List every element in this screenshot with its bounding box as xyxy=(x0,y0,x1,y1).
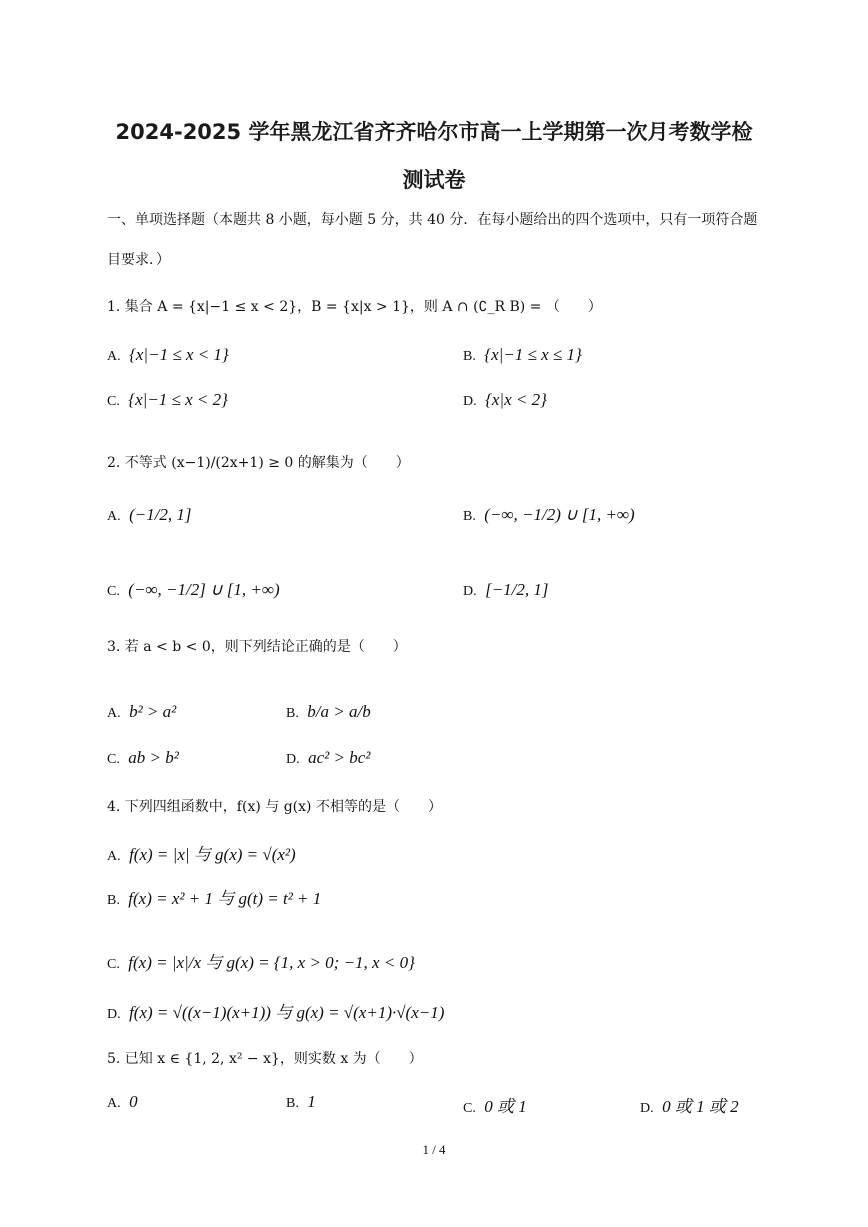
option-text: f(x) = |x|/x 与 g(x) = {1, x > 0; −1, x < 0} xyxy=(128,953,415,972)
option-label: A. xyxy=(107,349,121,364)
question-4-option-a xyxy=(107,840,296,865)
question-5-option-a xyxy=(107,1092,138,1112)
option-label: C. xyxy=(107,752,120,767)
option-label: C. xyxy=(463,1101,476,1116)
question-5-option-b xyxy=(286,1092,316,1112)
option-text: 0 或 1 xyxy=(484,1097,527,1116)
option-text: ac² > bc² xyxy=(308,748,371,767)
option-text: f(x) = |x| 与 g(x) = √(x²) xyxy=(129,845,296,864)
question-3-stem: 3. 若 a < b < 0，则下列结论正确的是（ ） xyxy=(107,639,407,655)
document-title-line2: 测试卷 xyxy=(402,168,466,192)
option-label: C. xyxy=(107,394,120,409)
option-label: D. xyxy=(640,1101,654,1116)
document-title-line1: 2024-2025 学年黑龙江省齐齐哈尔市高一上学期第一次月考数学检 xyxy=(115,120,753,144)
option-label: B. xyxy=(286,706,299,721)
question-4-option-c xyxy=(107,948,415,973)
question-1-option-c xyxy=(107,390,228,410)
option-label: B. xyxy=(463,349,476,364)
option-label: D. xyxy=(463,584,477,599)
option-text: {x|−1 ≤ x < 1} xyxy=(129,345,229,364)
question-1-option-a xyxy=(107,345,229,365)
option-label: B. xyxy=(286,1096,299,1111)
option-label: D. xyxy=(107,1007,121,1022)
question-2-stem: 2. 不等式 (x−1)/(2x+1) ≥ 0 的解集为（ ） xyxy=(107,455,410,471)
option-label: A. xyxy=(107,706,121,721)
question-1-option-d xyxy=(463,390,547,410)
option-text: {x|−1 ≤ x ≤ 1} xyxy=(484,345,582,364)
option-label: C. xyxy=(107,957,120,972)
question-5-stem: 5. 已知 x ∈ {1, 2, x² − x}，则实数 x 为（ ） xyxy=(107,1051,423,1067)
option-label: B. xyxy=(107,893,120,908)
question-5-option-d xyxy=(640,1092,739,1117)
option-text: {x|x < 2} xyxy=(485,390,547,409)
question-1-stem: 1. 集合 A = {x|−1 ≤ x < 2}，B = {x|x > 1}，则 A ∩ (∁_R B) = （ ） xyxy=(107,299,602,315)
option-label: D. xyxy=(286,752,300,767)
option-text: (−∞, −1/2] ∪ [1, +∞) xyxy=(128,580,280,599)
question-2-option-c xyxy=(107,580,280,600)
question-3-option-c xyxy=(107,748,179,768)
option-label: A. xyxy=(107,509,121,524)
option-label: B. xyxy=(463,509,476,524)
option-label: A. xyxy=(107,1096,121,1111)
option-text: [−1/2, 1] xyxy=(485,580,549,599)
option-text: f(x) = √((x−1)(x+1)) 与 g(x) = √(x+1)·√(x−1) xyxy=(129,1003,445,1022)
option-text: b/a > a/b xyxy=(307,702,371,721)
option-text: 0 或 1 或 2 xyxy=(662,1097,739,1116)
option-label: A. xyxy=(107,849,121,864)
option-text: f(x) = x² + 1 与 g(t) = t² + 1 xyxy=(128,889,322,908)
option-text: ab > b² xyxy=(128,748,179,767)
option-text: {x|−1 ≤ x < 2} xyxy=(128,390,228,409)
question-4-option-b xyxy=(107,884,321,909)
question-2-option-a xyxy=(107,505,192,525)
question-3-option-a xyxy=(107,702,176,722)
option-text: (−∞, −1/2) ∪ [1, +∞) xyxy=(484,505,635,524)
page-number: 1 / 4 xyxy=(422,1142,446,1157)
option-text: 0 xyxy=(129,1092,138,1111)
option-text: 1 xyxy=(307,1092,316,1111)
question-3-option-d xyxy=(286,748,370,768)
question-5-option-c xyxy=(463,1092,527,1117)
question-1-option-b xyxy=(463,345,582,365)
question-2-option-d xyxy=(463,580,549,600)
option-text: (−1/2, 1] xyxy=(129,505,192,524)
option-label: C. xyxy=(107,584,120,599)
section-heading: 一、单项选择题（本题共 8 小题，每小题 5 分，共 40 分．在每小题给出的四个选项中，只有一项符合题目要求．） xyxy=(107,212,758,268)
option-label: D. xyxy=(463,394,477,409)
question-3-option-b xyxy=(286,702,371,722)
question-4-option-d xyxy=(107,998,444,1023)
option-text: b² > a² xyxy=(129,702,177,721)
question-2-option-b xyxy=(463,505,635,525)
question-4-stem: 4. 下列四组函数中，f(x) 与 g(x) 不相等的是（ ） xyxy=(107,799,442,815)
